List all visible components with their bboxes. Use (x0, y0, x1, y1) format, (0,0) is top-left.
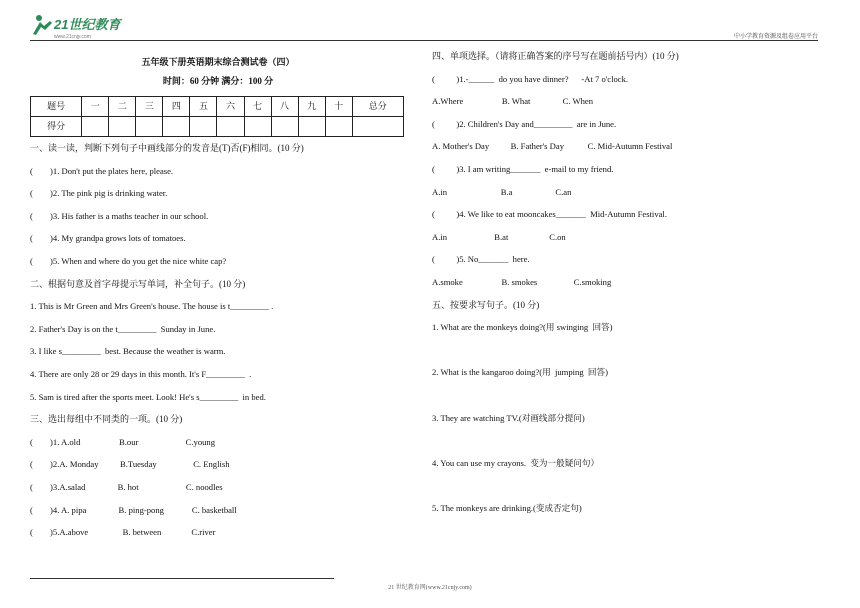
option-row: A.in B.a C.an (432, 186, 572, 197)
score-input-cell[interactable] (352, 117, 403, 137)
svg-text:www.21cnjy.com: www.21cnjy.com (54, 34, 91, 40)
score-input-cell[interactable] (109, 117, 136, 137)
score-input-cell[interactable] (325, 117, 352, 137)
question-item: 4. You can use my crayons. 变为一般疑问句） (432, 457, 600, 468)
footer-divider (30, 578, 334, 579)
exam-subtitle: 时间：60 分钟 满分：100 分 (162, 76, 274, 86)
score-table (30, 96, 404, 137)
site-logo (30, 12, 140, 42)
question-item: ( )3.A.salad B. hot C. noodles (30, 481, 223, 492)
section-1-heading: 一、读一读，判断下列句子中画线部分的发音是(T)否(F)相同。(10 分) (30, 143, 304, 153)
question-item: ( )1. A.old B.our C.young (30, 436, 216, 447)
question-item: 5. The monkeys are drinking.(变成否定句) (432, 502, 582, 513)
header-platform-text: 中小学教育资源及组卷应用平台 (733, 34, 818, 40)
score-input-cell[interactable] (271, 117, 298, 137)
score-cell: 四 (163, 97, 190, 117)
question-item: ( )4. My grandpa grows lots of tomatoes. (30, 233, 186, 244)
question-item: ( )2.A. Monday B.Tuesday C. English (30, 459, 230, 470)
score-input-cell[interactable] (298, 117, 325, 137)
option-row: A.in B.at C.on (432, 231, 566, 242)
score-cell: 九 (298, 97, 325, 117)
score-cell: 一 (82, 97, 109, 117)
score-cell: 题号 (31, 97, 82, 117)
question-item: 3. I like s_________ best. Because the weather is warm. (30, 346, 226, 357)
score-cell: 得分 (31, 117, 82, 137)
score-input-cell[interactable] (190, 117, 217, 137)
section-5-heading: 五、按要求写句子。(10 分) (432, 299, 540, 310)
option-row: A. Mother's Day B. Father's Day C. Mid-Autumn Festival (432, 141, 673, 152)
score-cell: 十 (325, 97, 352, 117)
score-cell: 总分 (352, 97, 403, 117)
question-item: ( )1.-______ do you have dinner? -At 7 o'clock. (432, 73, 629, 84)
question-item: ( )4. A. pipa B. ping-pong C. basketball (30, 504, 237, 515)
question-item: ( )5.A.above B. between C.river (30, 527, 216, 538)
right-column (432, 45, 832, 542)
question-item: ( )2. The pink pig is drinking water. (30, 188, 168, 199)
score-input-cell[interactable] (163, 117, 190, 137)
score-input-cell[interactable] (244, 117, 271, 137)
score-input-cell[interactable] (82, 117, 109, 137)
question-item: ( )3. His father is a maths teacher in our school. (30, 210, 209, 221)
footer-text: 21 世纪教育网(www.21cnjy.com) (388, 585, 472, 591)
question-item: ( )4. We like to eat mooncakes_______ Mid-Autumn Festival. (432, 209, 667, 220)
question-item: ( )5. No_______ here. (432, 254, 530, 265)
header-divider (30, 40, 818, 41)
question-item: 2. Father's Day is on the t_________ Sunday in June. (30, 323, 216, 334)
svg-text:21世纪教育: 21世纪教育 (54, 17, 121, 32)
score-cell: 六 (217, 97, 244, 117)
score-cell: 八 (271, 97, 298, 117)
score-table-header-row (31, 97, 404, 117)
left-column (30, 45, 406, 544)
question-item: 5. Sam is tired after the sports meet. Look! He's s_________ in bed. (30, 391, 266, 402)
question-item: ( )5. When and where do you get the nice white cap? (30, 255, 227, 266)
score-table-score-row (31, 117, 404, 137)
score-cell: 二 (109, 97, 136, 117)
question-item: 1. This is Mr Green and Mrs Green's house. The house is t_________ . (30, 301, 274, 312)
exam-title: 五年级下册英语期末综合测试卷（四） (141, 57, 295, 67)
score-cell: 三 (136, 97, 163, 117)
score-cell: 五 (190, 97, 217, 117)
section-4-heading: 四、单项选择。（请将正确答案的序号写在题前括号内）(10 分) (432, 51, 679, 61)
question-item: 4. There are only 28 or 29 days in this month. It's F_________ . (30, 368, 252, 379)
section-2-heading: 二、根据句意及首字母提示写单词，补全句子。(10 分) (30, 278, 246, 289)
question-item: 2. What is the kangaroo doing?(用 jumping 回答) (432, 367, 608, 378)
score-cell: 七 (244, 97, 271, 117)
score-input-cell[interactable] (136, 117, 163, 137)
question-item: ( )2. Children's Day and_________ are in June. (432, 118, 617, 129)
score-input-cell[interactable] (217, 117, 244, 137)
question-item: ( )3. I am writing_______ e-mail to my friend. (432, 163, 614, 174)
option-row: A.smoke B. smokes C.smoking (432, 276, 612, 287)
question-item: 3. They are watching TV.(对画线部分提问) (432, 412, 585, 423)
question-item: ( )1. Don't put the plates here, please. (30, 165, 174, 176)
question-item: 1. What are the monkeys doing?(用 swinging 回答) (432, 322, 613, 333)
section-3-heading: 三、选出每组中不同类的一项。(10 分) (30, 414, 183, 425)
option-row: A.Where B. What C. When (432, 96, 594, 107)
